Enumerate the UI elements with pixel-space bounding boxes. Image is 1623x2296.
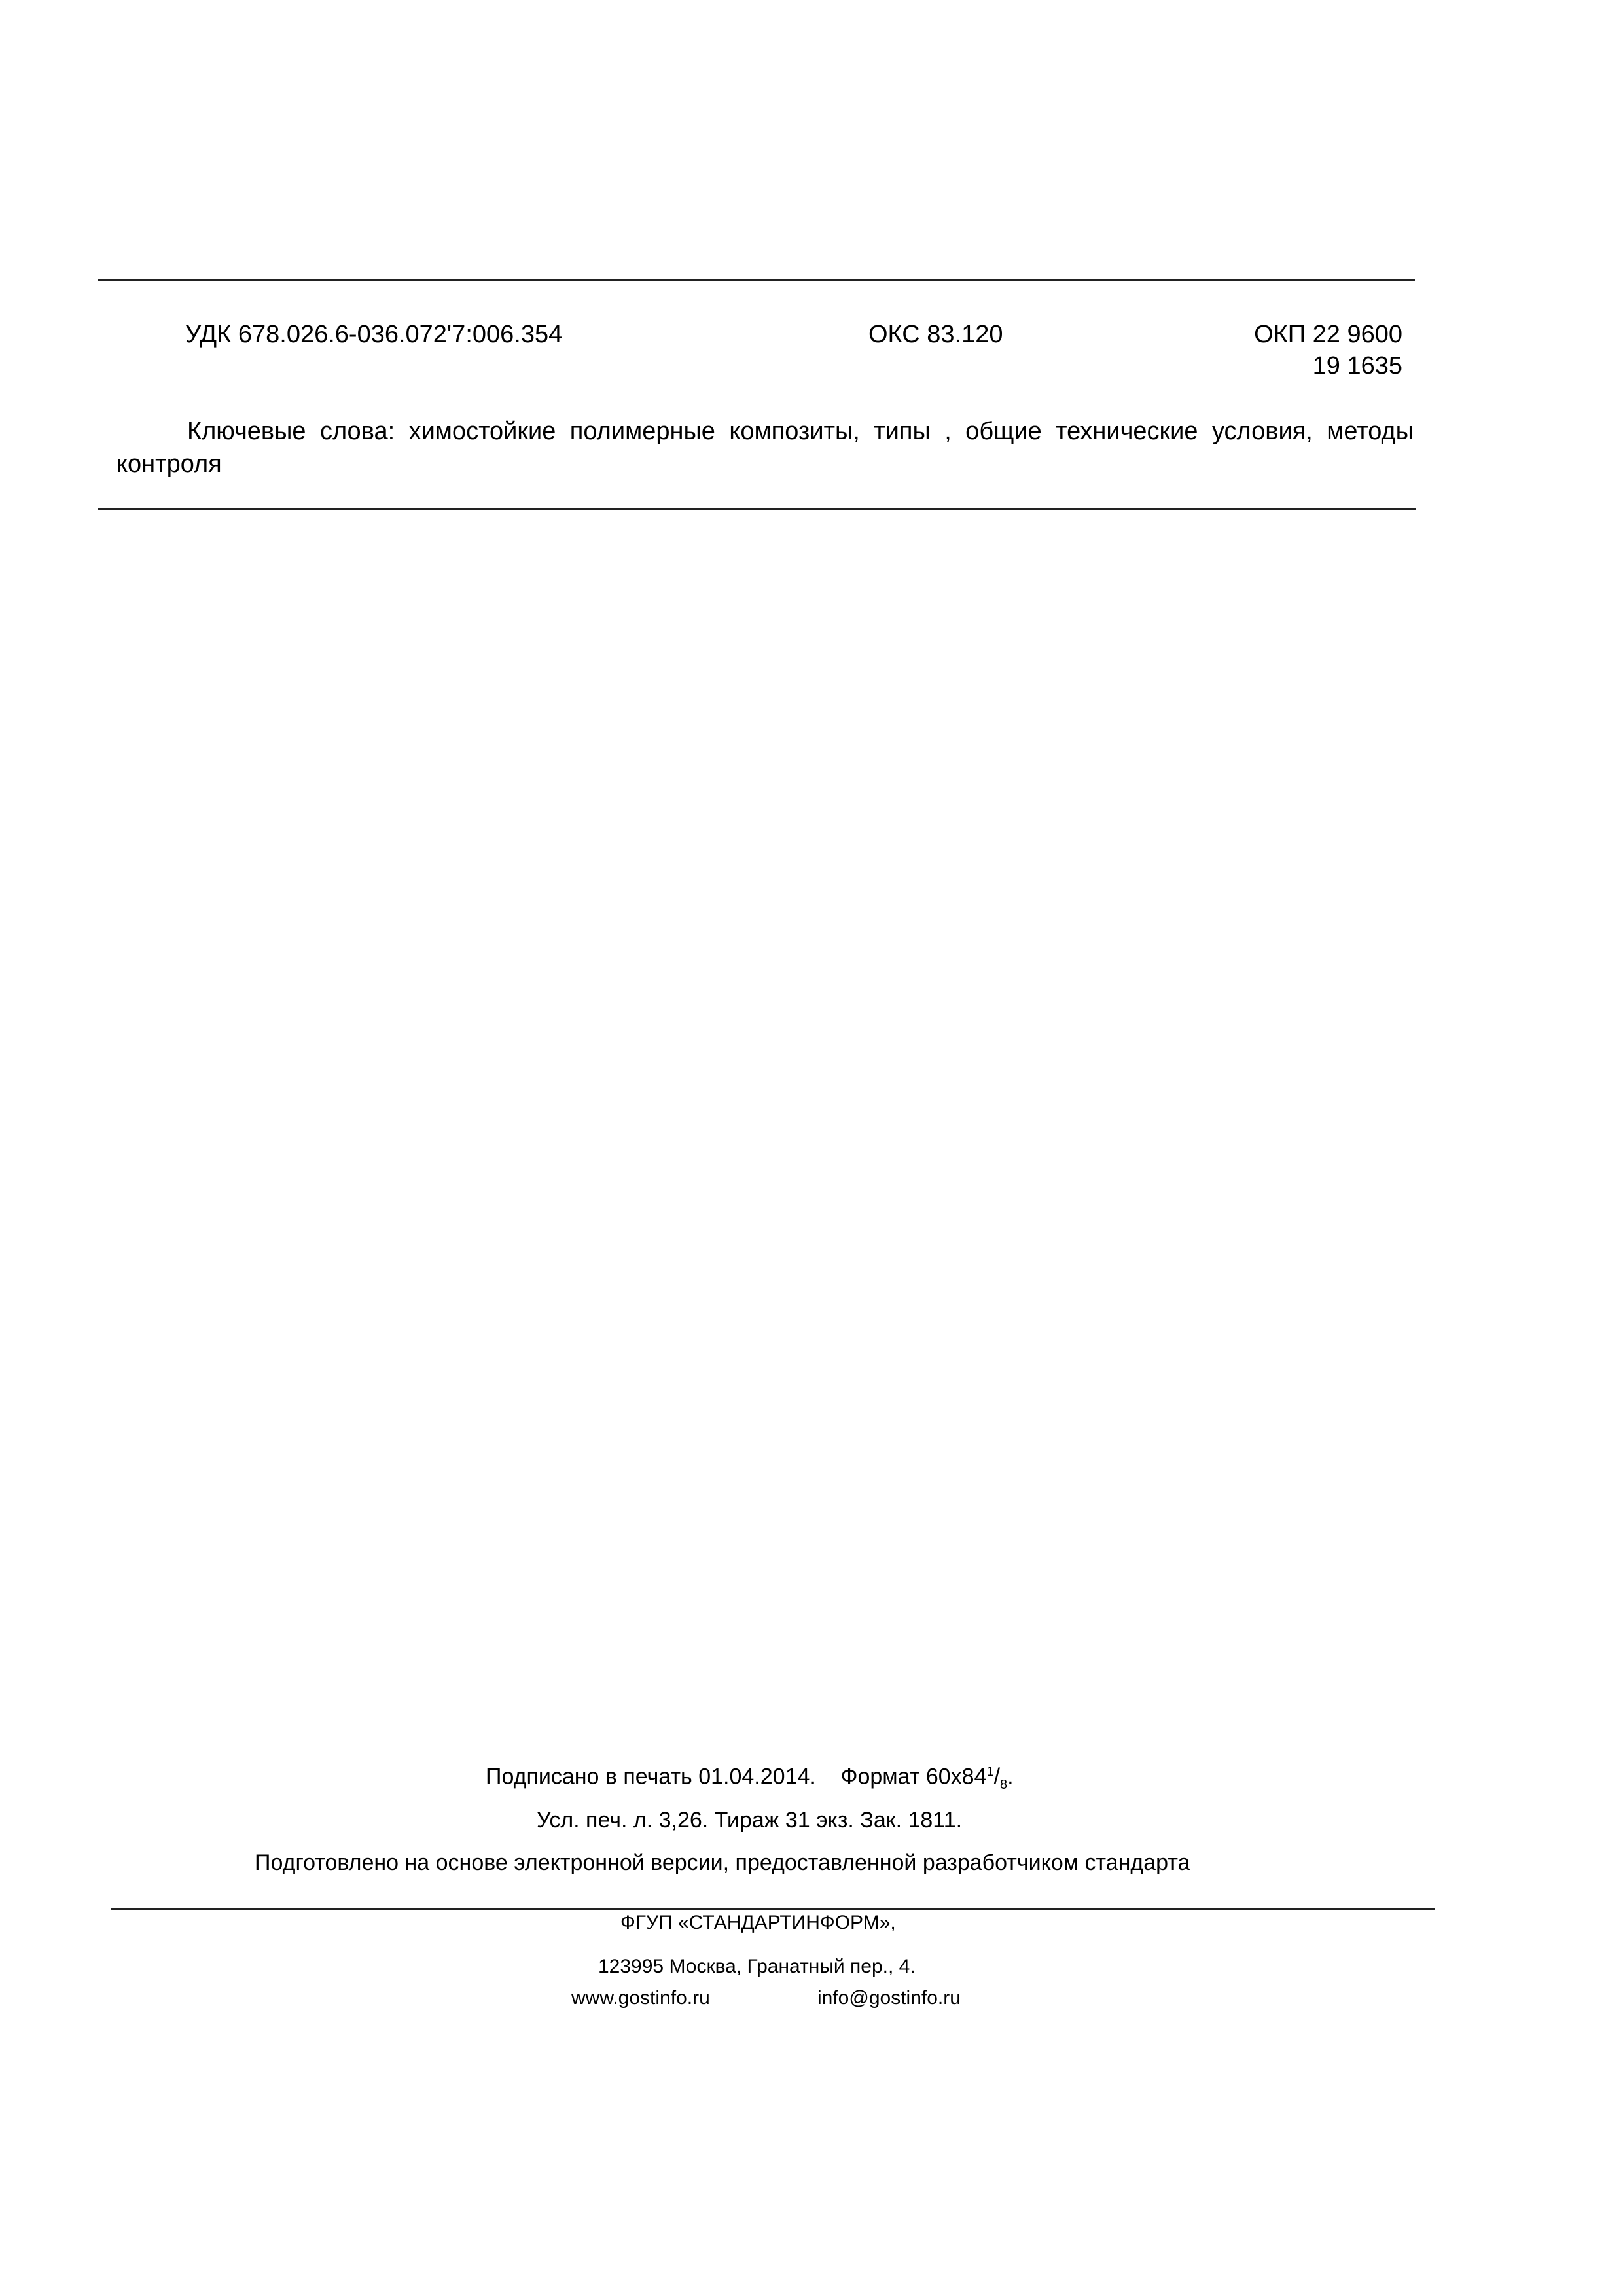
top-rule	[98, 279, 1415, 281]
publisher-name: ФГУП «СТАНДАРТИНФОРМ»,	[620, 1912, 896, 1933]
prepared-line: Подготовлено на основе электронной версии, предоставленной разработчиком стандарта	[255, 1850, 1190, 1875]
okp-code-line2: 19 1635	[1312, 352, 1402, 380]
signed-date: Подписано в печать 01.04.2014.	[486, 1764, 816, 1789]
format-numerator: 1	[986, 1765, 994, 1779]
publisher-address: 123995 Москва, Гранатный пер., 4.	[598, 1956, 916, 1977]
publisher-rule	[111, 1908, 1435, 1910]
udk-code: УДК 678.026.6-036.072'7:006.354	[185, 321, 563, 348]
keywords-paragraph	[116, 415, 1414, 480]
keywords-label: Ключевые слова:	[187, 418, 395, 445]
publisher-email: info@gostinfo.ru	[817, 1987, 961, 2009]
keywords-bottom-rule	[98, 508, 1416, 510]
format-slash: /	[993, 1764, 1001, 1789]
format-label: Формат 60x84	[840, 1764, 987, 1789]
format-denominator: 8	[1000, 1778, 1008, 1793]
format-end: .	[1007, 1764, 1014, 1789]
publisher-website: www.gostinfo.ru	[571, 1987, 710, 2009]
okp-code-line1: ОКП 22 9600	[1254, 321, 1402, 348]
keywords-text: химостойкие полимерные композиты, типы , общие технические условия, методы контроля	[116, 418, 1414, 478]
print-run-line: Усл. печ. л. 3,26. Тираж 31 экз. Зак. 1811.	[537, 1808, 963, 1833]
imprint-signed-line	[486, 1765, 1014, 1791]
oks-code: ОКС 83.120	[868, 321, 1003, 348]
